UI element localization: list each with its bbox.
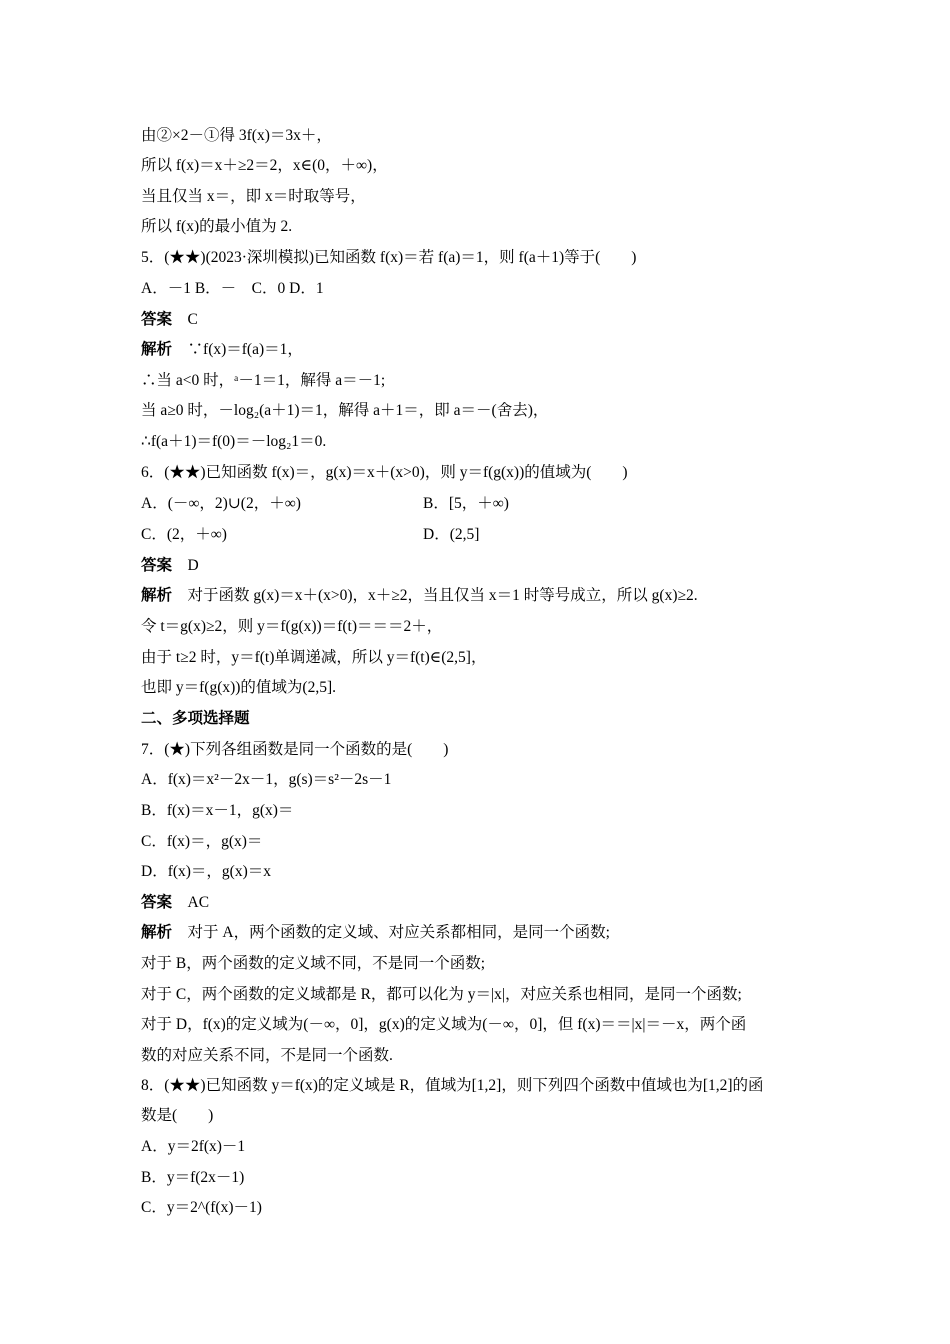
text-line: 对于 B，两个函数的定义域不同，不是同一个函数; [141, 955, 486, 972]
question-6-options-ab [141, 494, 509, 514]
analysis-text: 对于函数 g(x)＝x＋(x>0)，x＋≥2，当且仅当 x＝1 时等号成立，所以 g(x)≥2. [187, 587, 698, 604]
question-5-options: A．－1 B．－ C．0 D．1 [141, 280, 324, 297]
option-a: A．f(x)＝x²－2x－1，g(s)＝s²－2s－1 [141, 771, 392, 788]
option-c: C．f(x)＝，g(x)＝ [141, 833, 263, 850]
text-line: ∴f(a＋1)＝f(0)＝－log₂1＝0. [141, 433, 327, 450]
analysis-label: 解析 [141, 341, 173, 358]
answer-value: AC [187, 894, 210, 911]
question-6-options-cd [141, 525, 480, 545]
text-line: 所以 f(x)＝x＋≥2＝2，x∈(0，＋∞)， [141, 157, 388, 174]
analysis-label: 解析 [141, 924, 173, 941]
option-b: B．f(x)＝x－1，g(x)＝ [141, 802, 294, 819]
question-5: 5．(★★)(2023·深圳模拟)已知函数 f(x)＝若 f(a)＝1，则 f(a＋1)等于( ) [141, 249, 637, 266]
text-line: 对于 C，两个函数的定义域都是 R，都可以化为 y＝|x|，对应关系也相同，是同一个函数; [141, 986, 742, 1003]
text-line: 当 a≥0 时，－log₂(a＋1)＝1，解得 a＋1＝，即 a＝－(舍去)， [141, 402, 549, 419]
option-c: C．y＝2^(f(x)－1) [141, 1199, 262, 1216]
option-c: C．(2，＋∞) [141, 526, 227, 543]
analysis-text: ∵f(x)＝f(a)＝1， [187, 341, 303, 358]
option-b: B．[5，＋∞) [423, 495, 509, 512]
analysis-line [141, 923, 610, 943]
analysis-label: 解析 [141, 587, 173, 604]
analysis-line [141, 586, 698, 606]
text-line: 令 t＝g(x)≥2，则 y＝f(g(x))＝f(t)＝＝＝2＋， [141, 618, 443, 635]
text-line: 也即 y＝f(g(x))的值域为(2,5]. [141, 679, 337, 696]
text-line: ∴当 a<0 时，ᵃ－1＝1，解得 a＝－1; [141, 372, 386, 389]
text-line: 所以 f(x)的最小值为 2. [141, 218, 293, 235]
answer-label: 答案 [141, 311, 173, 328]
answer-label: 答案 [141, 894, 173, 911]
option-d: D．f(x)＝，g(x)＝x [141, 863, 272, 880]
answer-line [141, 893, 209, 913]
text-line: 数的对应关系不同，不是同一个函数. [141, 1047, 393, 1064]
text-line: 由于 t≥2 时，y＝f(t)单调递减，所以 y＝f(t)∈(2,5]， [141, 649, 487, 666]
answer-value: C [187, 311, 198, 328]
text-line: 由②×2－①得 3f(x)＝3x＋， [141, 127, 332, 144]
section-heading: 二、多项选择题 [141, 710, 250, 727]
analysis-line [141, 340, 303, 360]
option-b: B．y＝f(2x－1) [141, 1169, 245, 1186]
analysis-text: 对于 A，两个函数的定义域、对应关系都相同，是同一个函数; [187, 924, 610, 941]
text-line: 当且仅当 x＝，即 x＝时取等号， [141, 188, 366, 205]
answer-value: D [187, 557, 199, 574]
answer-label: 答案 [141, 557, 173, 574]
answer-line [141, 310, 198, 330]
question-8: 8．(★★)已知函数 y＝f(x)的定义域是 R，值域为[1,2]，则下列四个函数中值域也为[1,2]的函 [141, 1077, 764, 1094]
option-a: A．y＝2f(x)－1 [141, 1138, 246, 1155]
text-line: 对于 D，f(x)的定义域为(－∞，0]，g(x)的定义域为(－∞，0]，但 f(x)＝＝|x|＝－x，两个函 [141, 1016, 747, 1033]
question-6: 6．(★★)已知函数 f(x)＝，g(x)＝x＋(x>0)，则 y＝f(g(x))的值域为( ) [141, 464, 628, 481]
answer-line [141, 556, 199, 576]
option-a: A．(－∞，2)∪(2，＋∞) [141, 495, 301, 512]
option-d: D．(2,5] [423, 526, 480, 543]
question-7: 7．(★)下列各组函数是同一个函数的是( ) [141, 741, 449, 758]
question-8-cont: 数是( ) [141, 1107, 214, 1124]
